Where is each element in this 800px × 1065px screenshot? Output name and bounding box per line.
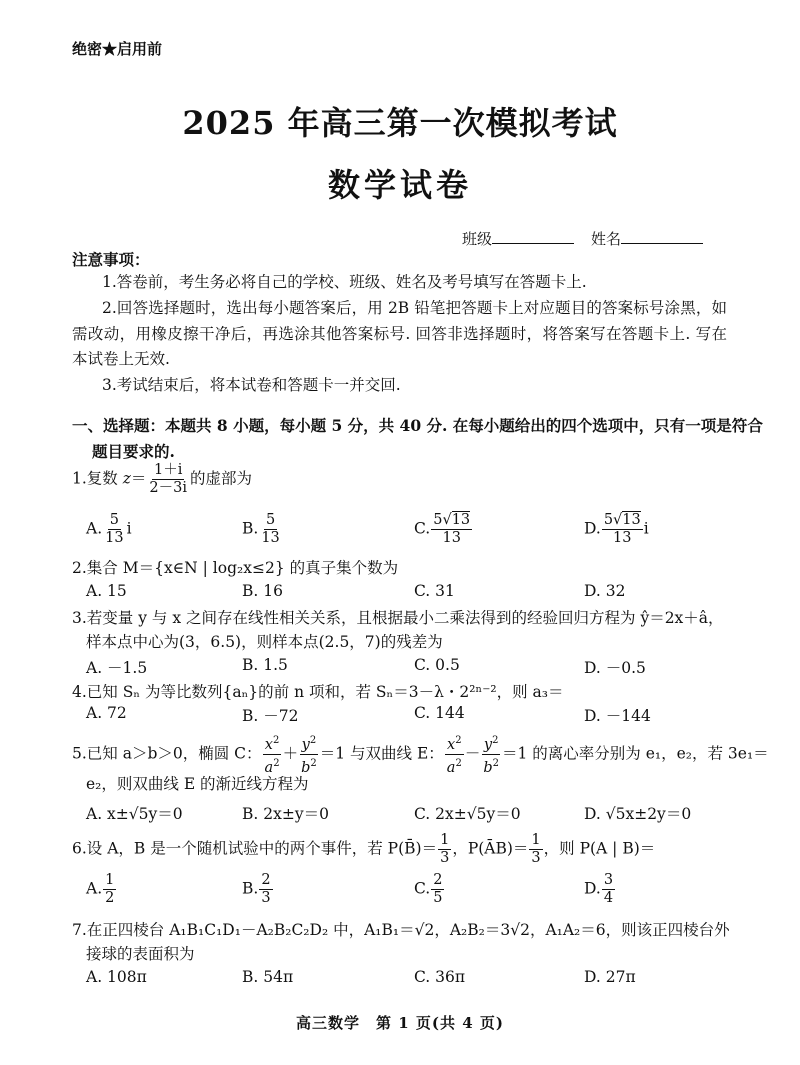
q2-option-d[interactable]: D. 32 <box>584 582 626 600</box>
q6-option-a[interactable]: A. $\frac{1}{2}$ <box>86 872 115 906</box>
q4-option-a[interactable]: A. 72 <box>86 704 127 722</box>
q1-option-a[interactable]: A. $\frac{5}{13}$ i <box>86 512 132 546</box>
q2-option-a[interactable]: A. 15 <box>86 582 127 600</box>
q4-option-c[interactable]: C. 144 <box>414 704 465 722</box>
q1-option-d[interactable]: D. $\frac{5√13}{13}$ i <box>584 512 649 546</box>
q1-option-b[interactable]: B. $\frac{5}{13}$ <box>242 512 280 546</box>
q5-option-d[interactable]: D. √5x±2y＝0 <box>584 805 692 823</box>
note-item-1: 1.答卷前，考生务必将自己的学校、班级、姓名及考号填写在答题卡上. <box>102 273 587 291</box>
question-7: 7.在正四棱台 A₁B₁C₁D₁－A₂B₂C₂D₂ 中，A₁B₁＝√2，A₂B₂＝3√2，A₁A₂＝6，则该正四棱台外 <box>72 921 730 939</box>
q7-option-c[interactable]: C. 36π <box>414 968 466 986</box>
q3-option-b[interactable]: B. 1.5 <box>242 656 288 674</box>
q7-line2: 接球的表面积为 <box>86 945 195 963</box>
q1-suffix: 的虚部为 <box>190 469 253 488</box>
q5-line2: e₂，则双曲线 E 的渐近线方程为 <box>86 775 309 793</box>
question-5: 5.已知 a＞b＞0，椭圆 C： $\frac{x^2}{a^2}$ ＋ $\frac{y^2}{b^2}$ ＝1 与双曲线 E： $\frac{x^2}{a^2}$ － $\frac{y^2}{b^2}$ ＝1 的离心率分别为 e₁，e₂，若 3e₁＝ <box>72 732 769 777</box>
name-blank <box>621 229 703 244</box>
q6-option-c[interactable]: C. $\frac{2}{5}$ <box>414 872 443 906</box>
q3-option-a[interactable]: A. －1.5 <box>86 659 148 677</box>
section-heading: 一、选择题：本题共 8 小题，每小题 5 分，共 40 分. 在每小题给出的四个选项中，只有一项是符合 <box>72 416 763 435</box>
q2-option-c[interactable]: C. 31 <box>414 582 455 600</box>
class-field[interactable] <box>462 228 574 249</box>
name-label: 姓名 <box>591 230 622 248</box>
question-4: 4.已知 Sₙ 为等比数列{aₙ}的前 n 项和，若 Sₙ＝3－λ・2²ⁿ⁻²，则 a₃＝ <box>72 683 564 701</box>
confidential-label: 绝密★启用前 <box>72 40 163 58</box>
q1-prefix: 1.复数 <box>72 469 123 488</box>
exam-subtitle: 数学试卷 <box>327 166 472 204</box>
q6-option-b[interactable]: B. $\frac{2}{3}$ <box>242 872 271 906</box>
note-item-3: 3.考试结束后，将本试卷和答题卡一并交回. <box>102 376 401 394</box>
q3-equation: ŷ＝2x＋â， <box>640 609 724 627</box>
class-label: 班级 <box>462 230 493 248</box>
q1-option-c[interactable]: C. $\frac{5√13}{13}$ <box>414 512 471 546</box>
q4-option-d[interactable]: D. －144 <box>584 707 651 725</box>
q1-fraction: $\frac{1+i}{2-3i}$ <box>149 462 187 496</box>
q3-option-c[interactable]: C. 0.5 <box>414 656 460 674</box>
q3-line1: 3.若变量 y 与 x 之间存在线性相关关系，且根据最小二乘法得到的经验回归方程为 <box>72 609 641 627</box>
question-1: 1.复数 z＝ $\frac{1+i}{2-3i}$ 的虚部为 <box>72 462 253 496</box>
page-footer: 高三数学 第 1 页(共 4 页) <box>296 1014 504 1032</box>
question-6: 6.设 A，B 是一个随机试验中的两个事件，若 P(B̄)＝ $\frac{1}{3}$ ，P(ĀB)＝ $\frac{1}{3}$ ，则 P(A | B)＝ <box>72 832 656 866</box>
q2-option-b[interactable]: B. 16 <box>242 582 283 600</box>
q6-option-d[interactable]: D. $\frac{3}{4}$ <box>584 872 614 906</box>
q5-option-c[interactable]: C. 2x±√5y＝0 <box>414 805 521 823</box>
q3-option-d[interactable]: D. －0.5 <box>584 659 646 677</box>
q7-option-a[interactable]: A. 108π <box>86 968 147 986</box>
notes-heading: 注意事项： <box>72 250 150 269</box>
question-3 <box>72 606 724 628</box>
exam-title: 2025 年高三第一次模拟考试 <box>182 104 618 142</box>
note-item-2: 2.回答选择题时，选出每小题答案后，用 2B 铅笔把答题卡上对应题目的答案标号涂黑，如需改动，用橡皮擦干净后，再选涂其他答案标号. 回答非选择题时，将答案写在答题卡上. 写在本试卷上无效. <box>72 299 727 368</box>
q3-line2: 样本点中心为(3，6.5)，则样本点(2.5，7)的残差为 <box>86 633 443 651</box>
question-2: 2.集合 M＝{x∈N | log₂x≤2} 的真子集个数为 <box>72 559 399 577</box>
class-blank <box>492 229 574 244</box>
q7-option-d[interactable]: D. 27π <box>584 968 636 986</box>
section-heading-cont: 题目要求的. <box>92 442 175 461</box>
q5-option-b[interactable]: B. 2x±y＝0 <box>242 805 329 823</box>
q5-option-a[interactable]: A. x±√5y＝0 <box>86 805 183 823</box>
q4-option-b[interactable]: B. －72 <box>242 707 299 725</box>
name-field[interactable] <box>591 228 703 249</box>
q7-option-b[interactable]: B. 54π <box>242 968 294 986</box>
